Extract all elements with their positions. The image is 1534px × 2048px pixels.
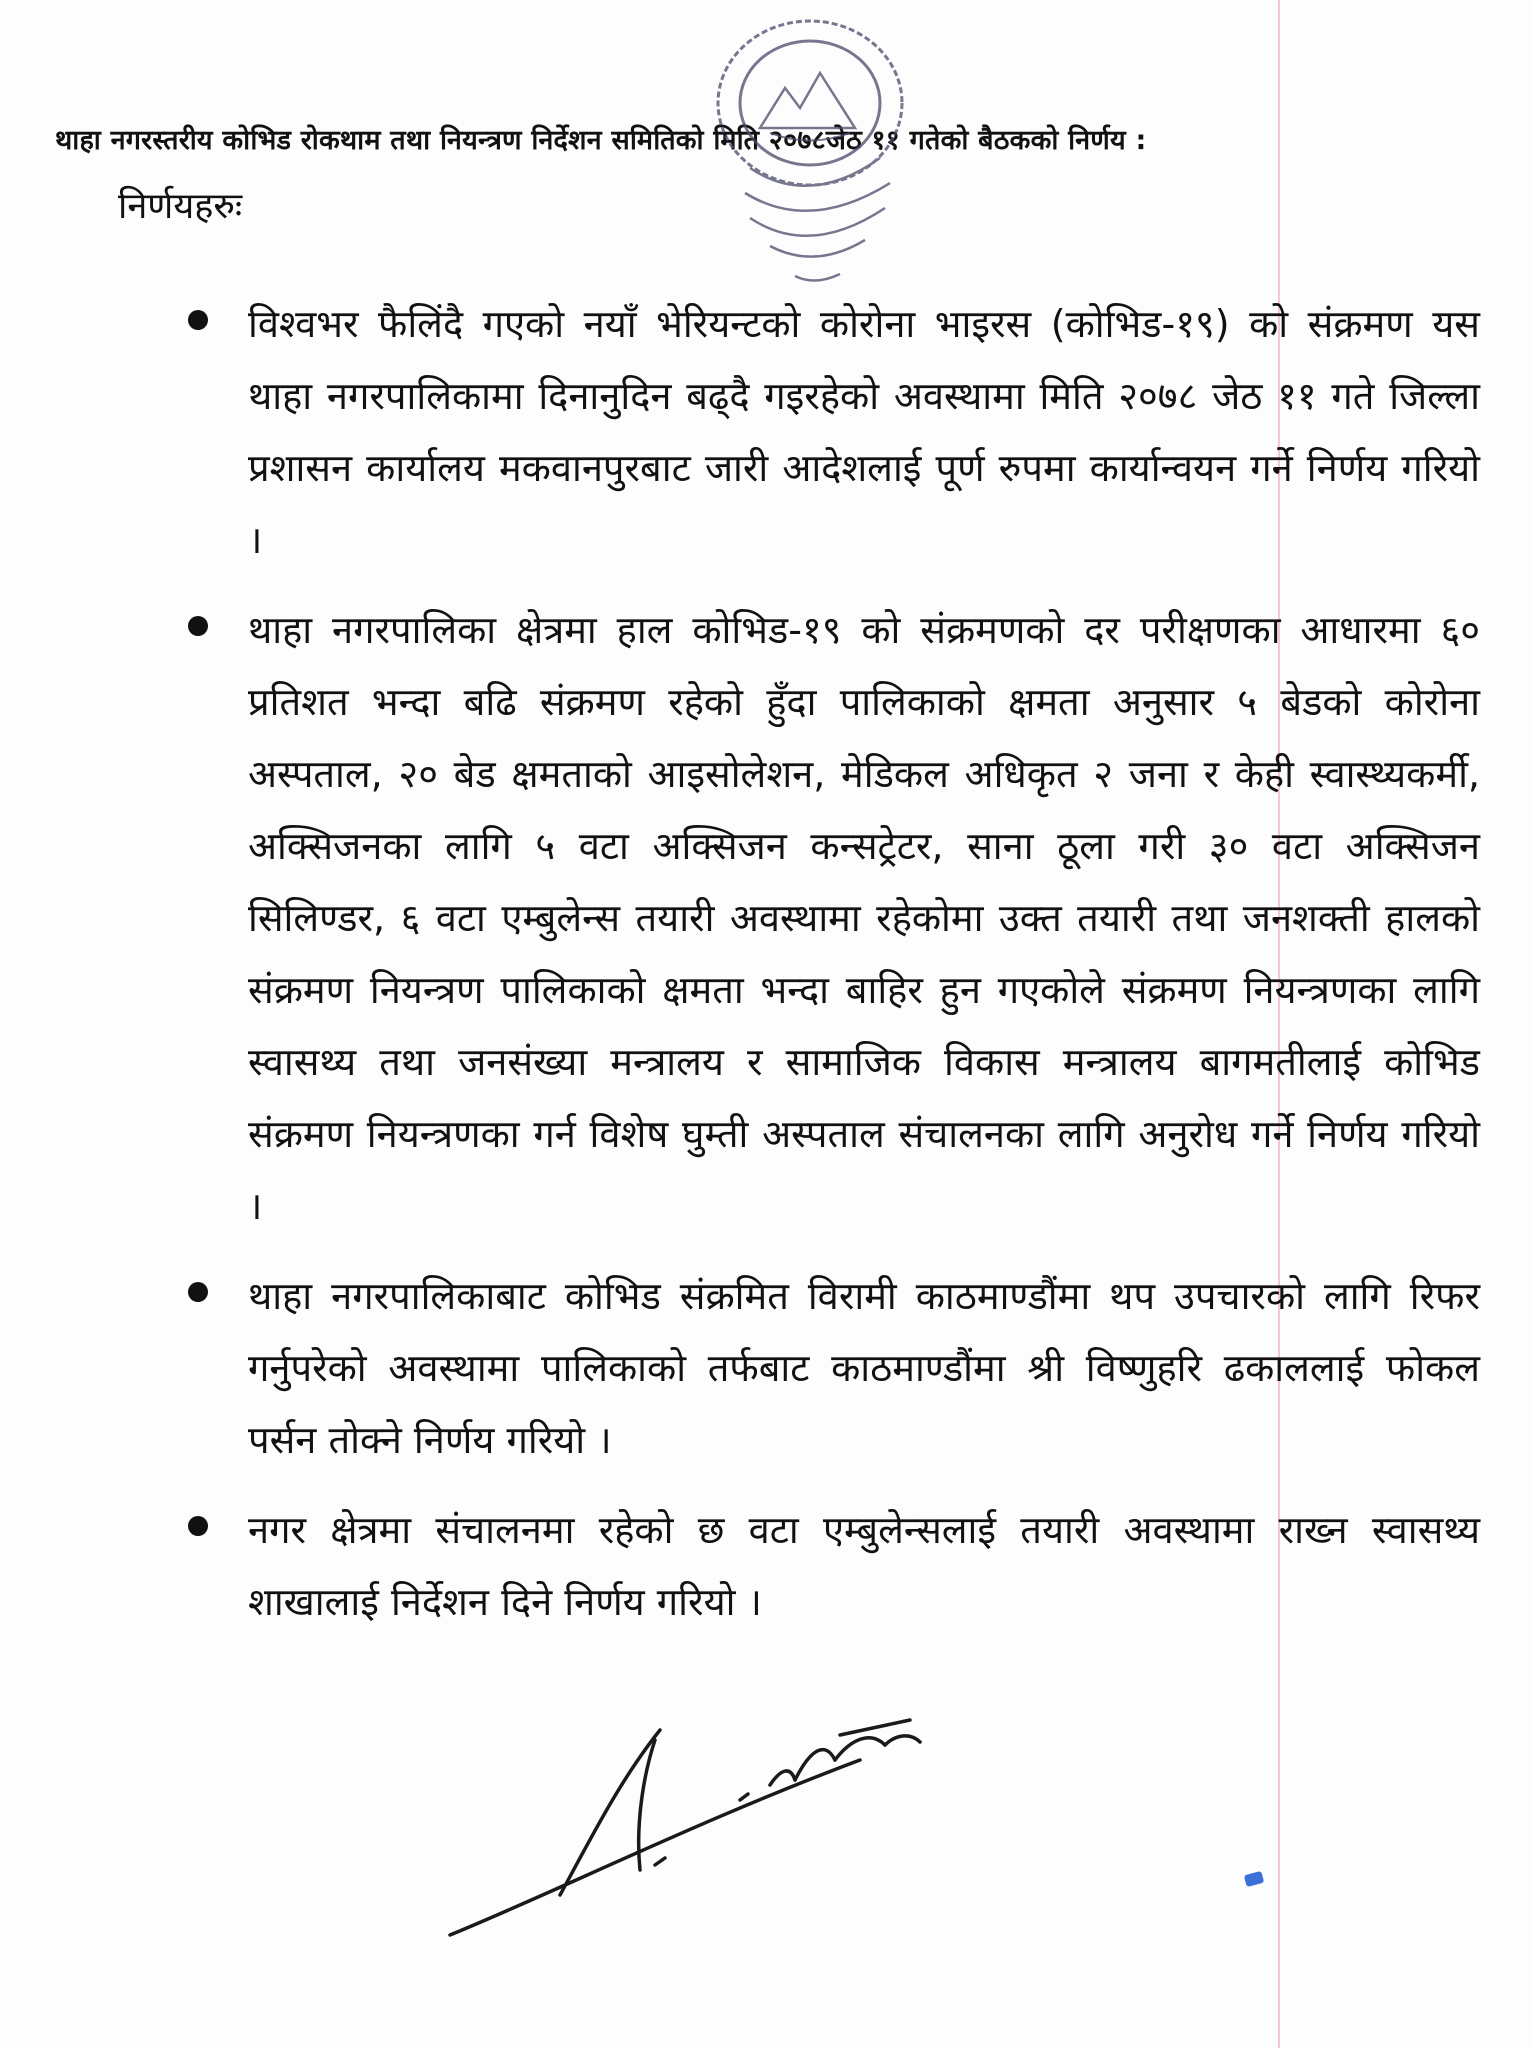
decision-item	[180, 1494, 1480, 1638]
decision-item	[180, 288, 1480, 576]
bullet-icon	[188, 310, 208, 330]
decision-text: थाहा नगरपालिकाबाट कोभिड संक्रमित विरामी काठमाण्डौंमा थप उपचारको लागि रिफर गर्नुपरेको अवस्थामा पालिकाको तर्फबाट काठमाण्डौंमा श्री विष्णुहरि ढकाललाई फोकल पर्सन तोक्ने निर्णय गरियो ।	[248, 1274, 1480, 1462]
decision-text: विश्वभर फैलिंदै गएको नयाँ भेरियन्टको कोरोना भाइरस (कोभिड-१९) को संक्रमण यस थाहा नगरपालिकामा दिनानुदिन बढ्दै गइरहेको अवस्थामा मिति २०७८ जेठ ११ गते जिल्ला प्रशासन कार्यालय मकवानपुरबाट जारी आदेशलाई पूर्ण रुपमा कार्यान्वयन गर्ने निर्णय गरियो ।	[248, 302, 1480, 562]
document-title: थाहा नगरस्तरीय कोभिड रोकथाम तथा नियन्त्रण निर्देशन समितिको मिति २०७८जेठ ११ गतेको बैठकको निर्णय :	[55, 125, 1147, 156]
decision-list	[180, 288, 1480, 1656]
decision-text: नगर क्षेत्रमा संचालनमा रहेको छ वटा एम्बुलेन्सलाई तयारी अवस्थामा राख्न स्वासथ्य शाखालाई निर्देशन दिने निर्णय गरियो ।	[248, 1508, 1480, 1624]
official-seal-icon	[690, 8, 930, 308]
bullet-icon	[188, 616, 208, 636]
bullet-icon	[188, 1282, 208, 1302]
signature-icon	[440, 1690, 1080, 1950]
decision-text: थाहा नगरपालिका क्षेत्रमा हाल कोभिड-१९ को संक्रमणको दर परीक्षणका आधारमा ६० प्रतिशत भन्दा बढि संक्रमण रहेको हुँदा पालिकाको क्षमता अनुसार ५ बेडको कोरोना अस्पताल, २० बेड क्षमताको आइसोलेशन, मेडिकल अधिकृत २ जना र केही स्वास्थ्यकर्मी, अक्सिजनका लागि ५ वटा अक्सिजन कन्सट्रेटर, साना ठूला गरी ३० वटा अक्सिजन सिलिण्डर, ६ वटा एम्बुलेन्स तयारी अवस्थामा रहेकोमा उक्त तयारी तथा जनशक्ती हालको संक्रमण नियन्त्रण पालिकाको क्षमता भन्दा बाहिर हुन गएकोले संक्रमण नियन्त्रणका लागि स्वासथ्य तथा जनसंख्या मन्त्रालय र सामाजिक विकास मन्त्रालय बागमतीलाई कोभिड संक्रमण नियन्त्रणका गर्न विशेष घुम्ती अस्पताल संचालनका लागि अनुरोध गर्ने निर्णय गरियो ।	[248, 608, 1480, 1228]
bullet-icon	[188, 1516, 208, 1536]
decision-item	[180, 1260, 1480, 1476]
decisions-heading: निर्णयहरुः	[118, 186, 243, 227]
ink-speck	[1244, 1871, 1264, 1887]
decision-item	[180, 594, 1480, 1242]
